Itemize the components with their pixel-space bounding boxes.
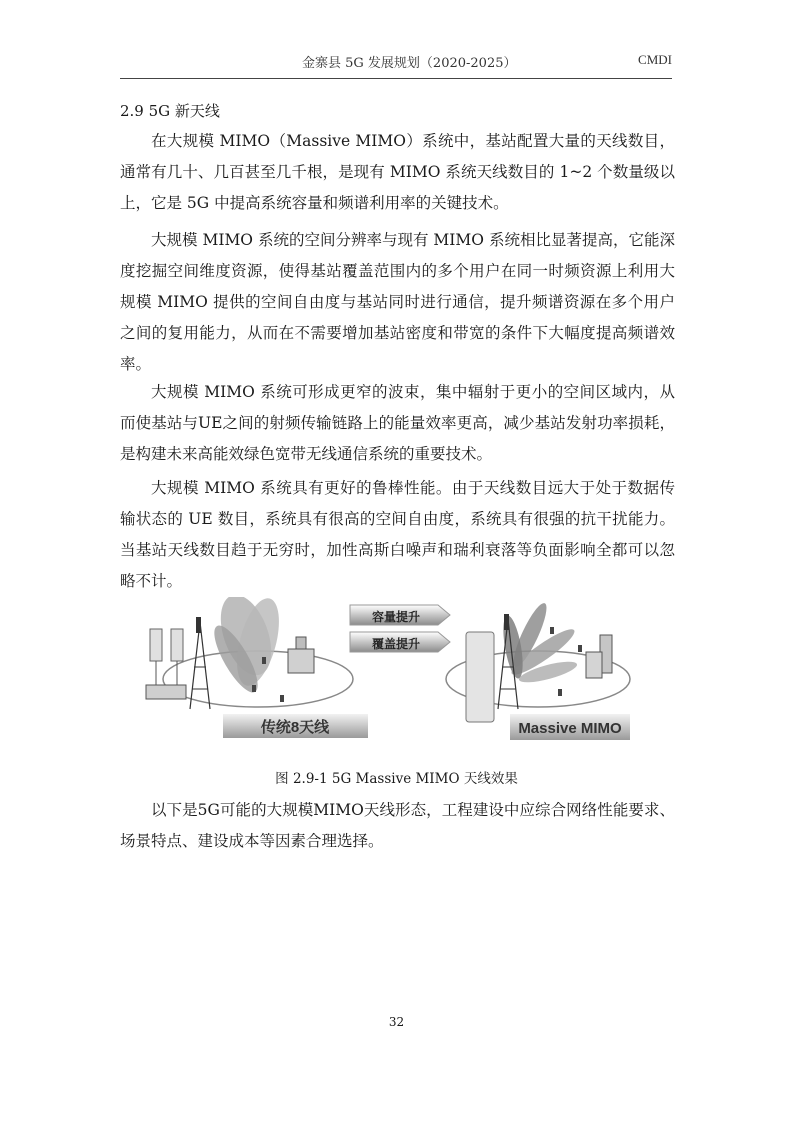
left-label: 传统8天线 [260,719,330,736]
massive-mimo-figure [138,597,638,747]
ue-device-5 [578,645,582,652]
arrow-capacity-label: 容量提升 [371,610,421,624]
paragraph-5: 以下是5G可能的大规模MIMO天线形态，工程建设中应综合网络性能要求、场景特点、建设成本等因素合理选择。 [120,801,675,850]
rru-unit-2 [171,629,183,661]
ue-device-4 [550,627,554,634]
page-number: 32 [388,1015,405,1029]
rru-units [146,629,186,699]
figure-illustration [138,597,638,747]
building-icon-right [586,635,612,678]
header-divider [120,78,672,79]
center-arrows [350,605,450,652]
right-label: Massive MIMO [518,720,622,737]
ue-device-6 [558,689,562,696]
massive-mimo-antenna-panel [466,632,494,722]
ue-device-2 [252,685,256,692]
header-title: 金寨县 5G 发展规划（2020-2025） [302,56,517,71]
tower-icon [190,617,210,709]
page-header [120,52,672,74]
bbu-unit [146,685,186,699]
building-icon [288,637,314,673]
left-panel [146,597,368,738]
right-panel [446,600,630,740]
ue-device-1 [262,657,266,664]
paragraph-1: 在大规模 MIMO（Massive MIMO）系统中，基站配置大量的天线数目，通常有几十、几百甚至几千根，是现有 MIMO 系统天线数目的 1~2 个数量级以上，它是 5G 中提高系统容量和频谱利用率的关键技术。 [120,132,675,212]
section-heading: 2.9 5G 新天线 [120,102,220,120]
paragraph-2: 大规模 MIMO 系统的空间分辨率与现有 MIMO 系统相比显著提高，它能深度挖掘空间维度资源，使得基站覆盖范围内的多个用户在同一时频资源上利用大规模 MIMO 提供的空间自由度与基站同时进行通信，提升频谱资源在多个用户之间的复用能力，从而在不需要增加基站密度和带宽的条件下大幅度提高频谱效率。 [120,231,675,373]
arrow-coverage-label: 覆盖提升 [371,637,421,651]
header-org: CMDI [638,52,672,67]
ue-device-3 [280,695,284,702]
rru-unit-1 [150,629,162,661]
figure-caption: 图 2.9-1 5G Massive MIMO 天线效果 [275,771,518,787]
paragraph-3: 大规模 MIMO 系统可形成更窄的波束，集中辐射于更小的空间区域内，从而使基站与UE之间的射频传输链路上的能量效率更高，减少基站发射功率损耗，是构建未来高能效绿色宽带无线通信系统的重要技术。 [120,383,675,463]
paragraph-4: 大规模 MIMO 系统具有更好的鲁棒性能。由于天线数目远大于处于数据传输状态的 UE 数目，系统具有很高的空间自由度，系统具有很强的抗干扰能力。当基站天线数目趋于无穷时，加性高斯白噪声和瑞利衰落等负面影响全都可以忽略不计。 [120,479,675,590]
